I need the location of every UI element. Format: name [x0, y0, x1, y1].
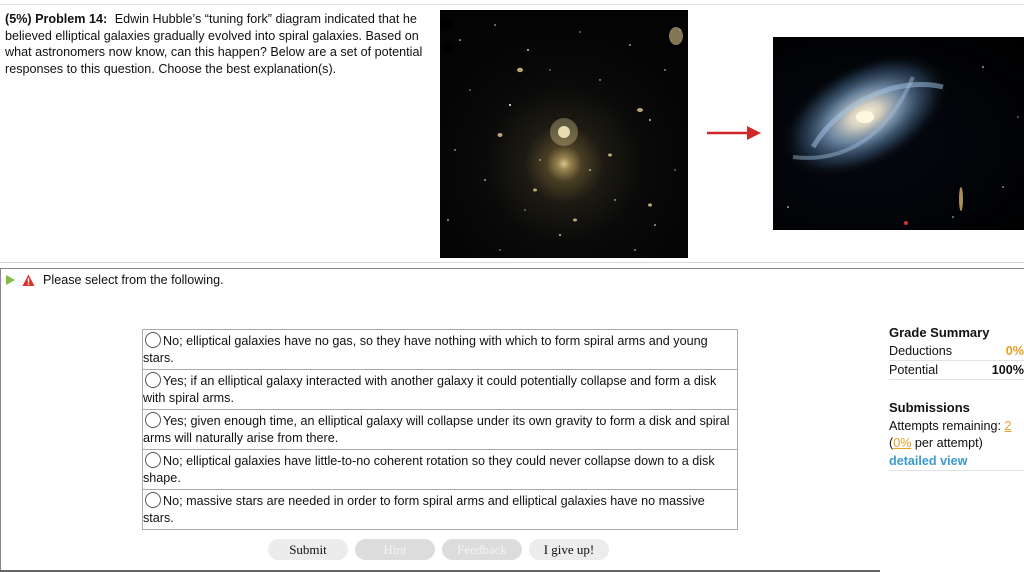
- choice-label: No; elliptical galaxies have little-to-no coherent rotation so they could never collapse down to a disk shape.: [143, 454, 715, 485]
- top-divider: [0, 4, 1024, 5]
- deductions-label: Deductions: [889, 344, 953, 358]
- action-buttons: [268, 539, 609, 560]
- problem-statement: [5, 11, 437, 77]
- problem-label: Problem 14:: [35, 12, 108, 26]
- checkbox-choice-3[interactable]: [145, 412, 161, 428]
- grade-summary-title: Grade Summary: [889, 325, 990, 340]
- hint-button: Hint: [355, 539, 435, 560]
- choice-label: Yes; if an elliptical galaxy interacted with another galaxy it could potentially collapse and form a disk with spiral arms.: [143, 374, 717, 405]
- elliptical-galaxy-image: [440, 10, 688, 258]
- detailed-view-link[interactable]: detailed view: [889, 453, 968, 468]
- per-attempt-value[interactable]: 0%: [893, 436, 912, 450]
- checkbox-choice-5[interactable]: [145, 492, 161, 508]
- choice-option[interactable]: [143, 450, 737, 490]
- per-attempt-open: (: [889, 436, 894, 450]
- submissions-title: Submissions: [889, 400, 970, 415]
- submit-button[interactable]: Submit: [268, 539, 348, 560]
- arrow-right-icon: [705, 123, 763, 143]
- choice-option[interactable]: [143, 330, 737, 370]
- feedback-button: Feedback: [442, 539, 522, 560]
- elliptical-galaxy-starfield: [440, 10, 688, 258]
- potential-label: Potential: [889, 363, 939, 377]
- per-attempt-row: [889, 435, 1024, 453]
- answer-panel-left-border: [0, 268, 1, 572]
- attempts-row: [889, 418, 1024, 436]
- choice-option[interactable]: [143, 410, 737, 450]
- checkbox-choice-2[interactable]: [145, 372, 161, 388]
- instruction-row: [6, 273, 224, 287]
- problem-weight: (5%): [5, 12, 32, 26]
- checkbox-choice-4[interactable]: [145, 452, 161, 468]
- section-divider: [0, 262, 1024, 263]
- choice-label: Yes; given enough time, an elliptical galaxy will collapse under its own gravity to form a disk and spiral arms will naturally arise from there.: [143, 414, 730, 445]
- checkbox-choice-1[interactable]: [145, 332, 161, 348]
- answer-panel-top-border: [0, 268, 1024, 269]
- instruction-text: Please select from the following.: [43, 273, 224, 287]
- submissions-panel: [889, 399, 1024, 470]
- answer-choices: [142, 329, 738, 530]
- choice-label: No; massive stars are needed in order to form spiral arms and elliptical galaxies have no massive stars.: [143, 494, 705, 525]
- deductions-row: [889, 342, 1024, 361]
- choice-label: No; elliptical galaxies have no gas, so they have nothing with which to form spiral arms and young stars.: [143, 334, 708, 365]
- potential-row: [889, 361, 1024, 380]
- play-icon[interactable]: [6, 275, 15, 285]
- choice-option[interactable]: [143, 370, 737, 410]
- spiral-galaxy-image: [773, 37, 1024, 230]
- potential-value: 100%: [991, 363, 1024, 377]
- deductions-value: 0%: [1005, 344, 1024, 358]
- grade-summary: [889, 325, 1024, 380]
- problem-question: Edwin Hubble’s “tuning fork” diagram indicated that he believed elliptical galaxies gradually evolved into spiral galaxies. Based on what astronomers now know, can this happen? Below are a set of potential responses to this question. Choose the best explanation(s).: [5, 12, 423, 76]
- give-up-button[interactable]: I give up!: [529, 539, 609, 560]
- warning-icon: [22, 274, 35, 287]
- submissions-divider: [889, 470, 1024, 471]
- per-attempt-close: per attempt): [911, 436, 983, 450]
- choice-option[interactable]: [143, 490, 737, 530]
- attempts-value[interactable]: 2: [1004, 418, 1012, 433]
- attempts-label: Attempts remaining:: [889, 418, 1001, 433]
- spiral-galaxy-drawing: [773, 37, 1024, 230]
